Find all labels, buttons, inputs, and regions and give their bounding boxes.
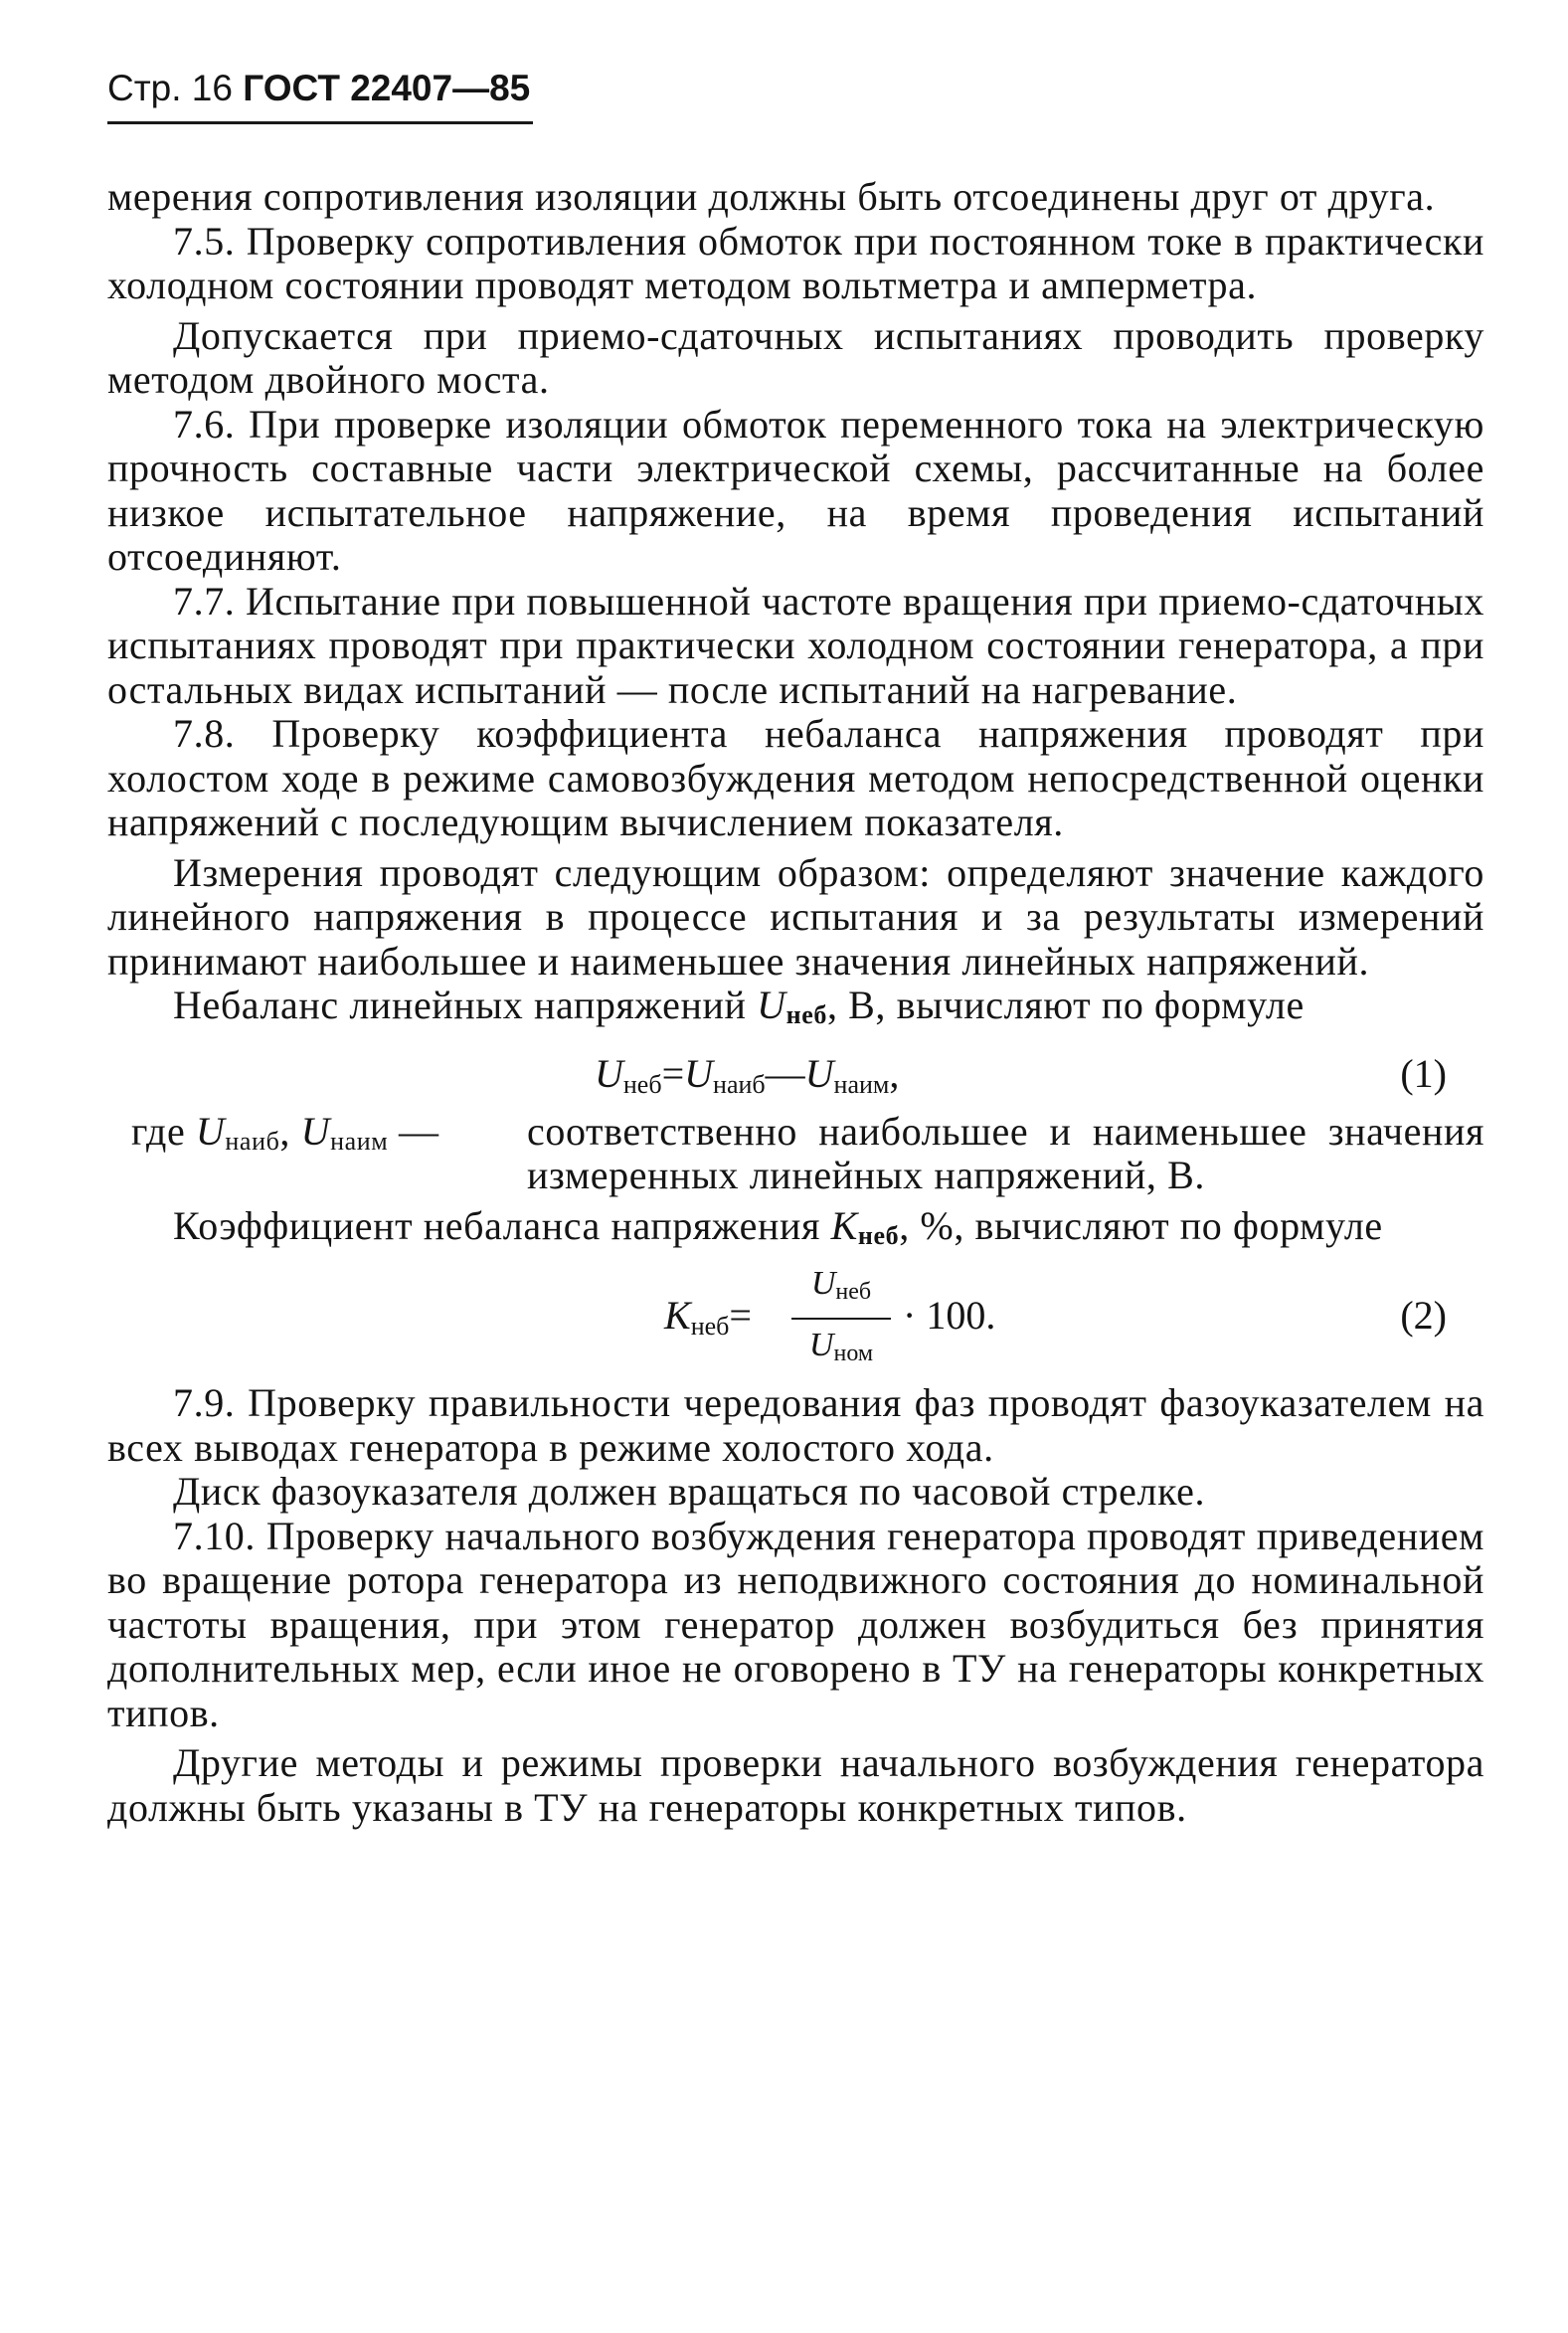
paragraph-7-10: 7.10. Проверку начального возбуждения генератора проводят приведением во вращение ротора генератора из неподвижного состояния до номинальной частоты вращения, при этом генератор должен возбудиться без принятия дополнительных мер, если иное не оговорено в ТУ на генераторы конкретных типов. <box>107 1513 1484 1735</box>
paragraph-coefficient-intro: Коэффициент небаланса напряжения Kнеб, %, вычисляют по формуле <box>173 1202 1383 1250</box>
paragraph-7-9: 7.9. Проверку правильности чередования фаз проводят фазоуказателем на всех выводах генератора в режиме холостого хода. <box>107 1380 1484 1470</box>
paragraph: Диск фазоуказателя должен вращаться по часовой стрелке. <box>173 1469 1206 1514</box>
page-label: Стр. 16 <box>107 68 233 108</box>
formula-1 <box>107 1038 1484 1110</box>
document-page <box>107 64 1484 2301</box>
formula-legend <box>107 1110 1484 1198</box>
paragraph-imbalance-intro: Небаланс линейных напряжений Uнеб, В, вычисляют по формуле <box>173 983 1305 1029</box>
document-body <box>107 175 1484 1830</box>
paragraph-7-5: 7.5. Проверку сопротивления обмоток при постоянном токе в практически холодном состоянии проводят методом вольтметра и амперметра. <box>107 218 1484 307</box>
legend-symbols: где Uнаиб, Uнаим — <box>131 1108 439 1156</box>
formula-2-fraction: Uнеб Uном <box>791 1264 891 1373</box>
page-header <box>107 64 530 113</box>
formula-1-number: (1) <box>1400 1050 1447 1096</box>
paragraph-7-6: 7.6. При проверке изоляции обмоток переменного тока на электрическую прочность составные части электрической схемы, рассчитанные на более низкое испытательное напряжение, на время проведения испытаний отсоединяют. <box>107 401 1484 579</box>
paragraph-7-7: 7.7. Испытание при повышенной частоте вращения при приемо-сдаточных испытаниях проводят при практически холодном состоянии генератора, а при остальных видах испытаний — после испытаний на нагревание. <box>107 578 1485 712</box>
fraction-bar <box>791 1318 891 1320</box>
legend-text: соответственно наибольшее и наименьшее значения измеренных линейных напряжений, В. <box>527 1108 1484 1197</box>
paragraph: мерения сопротивления изоляции должны быть отсоединены друг от друга. <box>107 174 1436 219</box>
standard-number: ГОСТ 22407—85 <box>243 68 531 108</box>
paragraph: Измерения проводят следующим образом: определяют значение каждого линейного напряжения в процессе испытания и за результаты измерений принимают наибольшее и наименьшее значения линейных напряжений. <box>107 849 1484 984</box>
formula-2 <box>107 1258 1484 1375</box>
formula-2-multiplier: · 100. <box>903 1293 996 1338</box>
formula-2-lhs: Kнеб= <box>664 1293 752 1341</box>
paragraph: Допускается при приемо-сдаточных испытаниях проводить проверку методом двойного моста. <box>107 312 1484 402</box>
formula-2-number: (2) <box>1400 1293 1447 1338</box>
paragraph-7-8: 7.8. Проверку коэффициента небаланса напряжения проводят при холостом ходе в режиме самовозбуждения методом непосредственной оценки напряжений с последующим вычислением показателя. <box>107 711 1484 844</box>
formula-1-expression: $U_{неб}=U_{наиб}—U_{наим}$, <box>595 1050 900 1099</box>
paragraph: Другие методы и режимы проверки начального возбуждения генератора должны быть указаны в ТУ на генераторы конкретных типов. <box>107 1740 1484 1830</box>
header-rule <box>107 121 533 124</box>
